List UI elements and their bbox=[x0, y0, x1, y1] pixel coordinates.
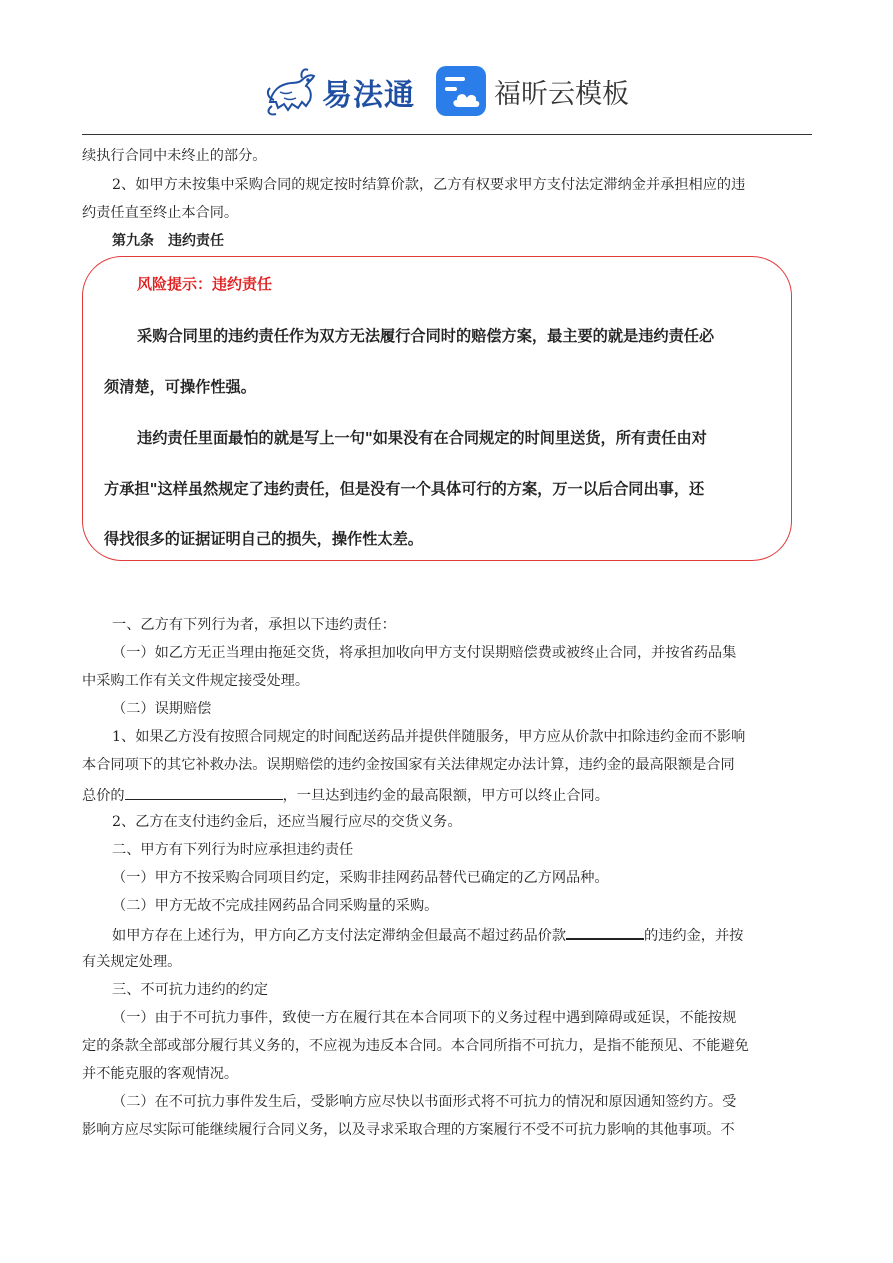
paragraph-line: 1、如果乙方没有按照合同规定的时间配送药品并提供伴随服务，甲方应从价款中扣除违约金而不影响 bbox=[112, 729, 746, 745]
risk-text-line: 违约责任里面最怕的就是写上一句"如果没有在合同规定的时间里送货，所有责任由对 bbox=[137, 429, 707, 447]
paragraph-line: （一）如乙方无正当理由拖延交货，将承担加收向甲方支付误期赔偿费或被终止合同，并按省药品集 bbox=[112, 645, 737, 661]
risk-text-line: 须清楚，可操作性强。 bbox=[104, 378, 256, 396]
header-divider bbox=[82, 134, 812, 135]
blank-field[interactable] bbox=[566, 924, 644, 940]
paragraph-line: 有关规定处理。 bbox=[82, 954, 182, 970]
page-header bbox=[0, 58, 893, 128]
text-segment: 如甲方存在上述行为，甲方向乙方支付法定滞纳金但最高不超过药品价款 bbox=[112, 928, 567, 944]
risk-text-line: 得找很多的证据证明自己的损失，操作性太差。 bbox=[104, 530, 423, 548]
paragraph-line bbox=[82, 785, 812, 806]
logo2-text: 福昕云模板 bbox=[494, 79, 629, 110]
paragraph-line: 中采购工作有关文件规定接受处理。 bbox=[82, 673, 310, 689]
subsection-heading: （二）误期赔偿 bbox=[112, 701, 212, 717]
qilin-logo-icon bbox=[262, 62, 322, 122]
paragraph-line: 约责任直至终止本合同。 bbox=[82, 205, 239, 221]
paragraph-line: 本合同项下的其它补救办法。误期赔偿的违约金按国家有关法律规定办法计算，违约金的最高限额是合同 bbox=[82, 757, 735, 773]
blank-field[interactable] bbox=[125, 785, 283, 800]
paragraph-line: （二）甲方无故不完成挂网药品合同采购量的采购。 bbox=[112, 898, 439, 914]
cloud-template-logo-icon bbox=[434, 64, 488, 118]
risk-text-line: 方承担"这样虽然规定了违约责任，但是没有一个具体可行的方案，万一以后合同出事，还 bbox=[104, 480, 705, 498]
risk-alert-title: 风险提示：违约责任 bbox=[137, 275, 273, 293]
paragraph-line: 2、如甲方未按集中采购合同的规定按时结算价款，乙方有权要求甲方支付法定滞纳金并承担相应的违 bbox=[112, 177, 746, 193]
risk-text-line: 采购合同里的违约责任作为双方无法履行合同时的赔偿方案，最主要的就是违约责任必 bbox=[137, 327, 715, 345]
section-heading: 二、甲方有下列行为时应承担违约责任 bbox=[112, 842, 354, 858]
paragraph-line: （一）甲方不按采购合同项目约定，采购非挂网药品替代已确定的乙方网品种。 bbox=[112, 870, 609, 886]
paragraph-line: 并不能克服的客观情况。 bbox=[82, 1066, 239, 1082]
section-heading: 三、不可抗力违约的约定 bbox=[112, 982, 269, 998]
risk-alert-box bbox=[82, 256, 792, 561]
article-title: 第九条 违约责任 bbox=[112, 233, 224, 249]
paragraph-line bbox=[112, 924, 812, 946]
logo1-text: 易法通 bbox=[322, 78, 415, 113]
paragraph-line: 定的条款全部或部分履行其义务的，不应视为违反本合同。本合同所指不可抗力，是指不能预见、不能避免 bbox=[82, 1038, 749, 1054]
paragraph-line: （二）在不可抗力事件发生后，受影响方应尽快以书面形式将不可抗力的情况和原因通知签约方。受 bbox=[112, 1094, 737, 1110]
paragraph-line: 续执行合同中未终止的部分。 bbox=[82, 148, 267, 164]
text-segment: ，一旦达到违约金的最高限额，甲方可以终止合同。 bbox=[282, 788, 609, 804]
paragraph-line: 2、乙方在支付违约金后，还应当履行应尽的交货义务。 bbox=[112, 814, 462, 830]
text-segment: 的违约金，并按 bbox=[644, 928, 744, 944]
paragraph-line: 影响方应尽实际可能继续履行合同义务，以及寻求采取合理的方案履行不受不可抗力影响的其他事项。不 bbox=[82, 1122, 735, 1138]
section-heading: 一、乙方有下列行为者，承担以下违约责任： bbox=[112, 617, 396, 633]
text-segment: 总价的 bbox=[82, 788, 125, 804]
paragraph-line: （一）由于不可抗力事件，致使一方在履行其在本合同项下的义务过程中遇到障碍或延误，不能按规 bbox=[112, 1010, 737, 1026]
